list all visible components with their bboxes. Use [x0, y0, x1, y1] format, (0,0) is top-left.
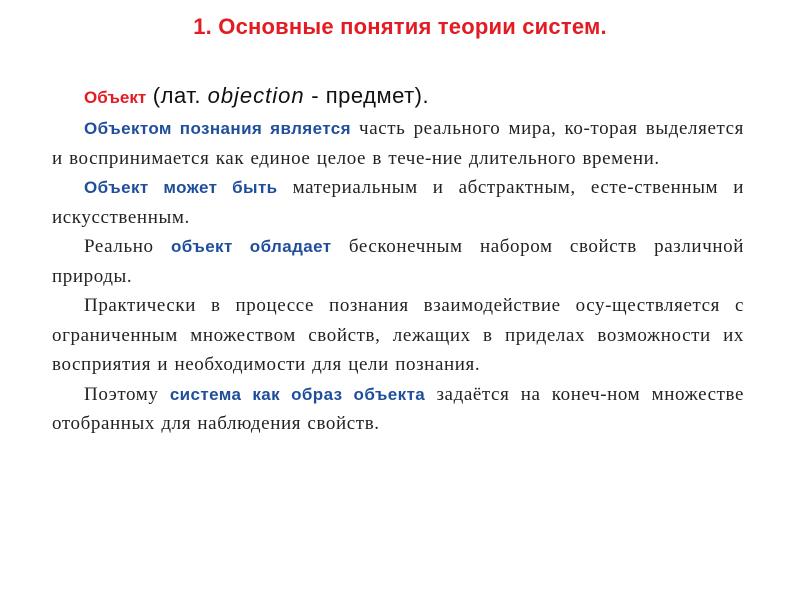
definition-close: - предмет).	[304, 83, 430, 108]
definition-open: (лат.	[146, 83, 208, 108]
paragraph-1-highlight: Объектом познания является	[84, 119, 351, 138]
paragraph-3-text: бесконечным набором свойств различной природы.	[52, 236, 744, 287]
paragraph-3-before: Реально	[84, 236, 171, 257]
paragraph-3-highlight: объект обладает	[170, 237, 332, 256]
definition-latin: objection	[207, 83, 305, 108]
paragraph-3	[52, 232, 744, 291]
slide-title: 1. Основные понятия теории систем.	[193, 14, 607, 39]
paragraph-5-before: Поэтому	[84, 383, 170, 405]
object-definition	[84, 83, 429, 109]
paragraph-5-text: задаётся на конеч-ном множестве отобранных для наблюдения свойств.	[52, 383, 744, 434]
paragraph-1	[52, 114, 744, 173]
paragraph-4-text: Практически в процессе познания взаимодействие осу-ществляется с ограниченным множеством свойств, лежащих в приделах возможности их восприятия и необходимости для цели познания.	[52, 295, 744, 375]
paragraph-5	[52, 380, 744, 439]
paragraph-4	[52, 291, 744, 380]
definition-term: Объект	[84, 88, 147, 107]
paragraph-2-highlight: Объект может быть	[84, 178, 278, 197]
paragraph-1-text: часть реального мира, ко-торая выделяется и воспринимается как единое целое в тече-ние длительного времени.	[52, 118, 744, 169]
paragraph-5-highlight: система как образ объекта	[169, 384, 426, 404]
body-text	[52, 114, 744, 439]
paragraph-2-text: материальным и абстрактным, есте-ственным и искусственным.	[52, 177, 745, 228]
paragraph-2	[52, 173, 744, 232]
